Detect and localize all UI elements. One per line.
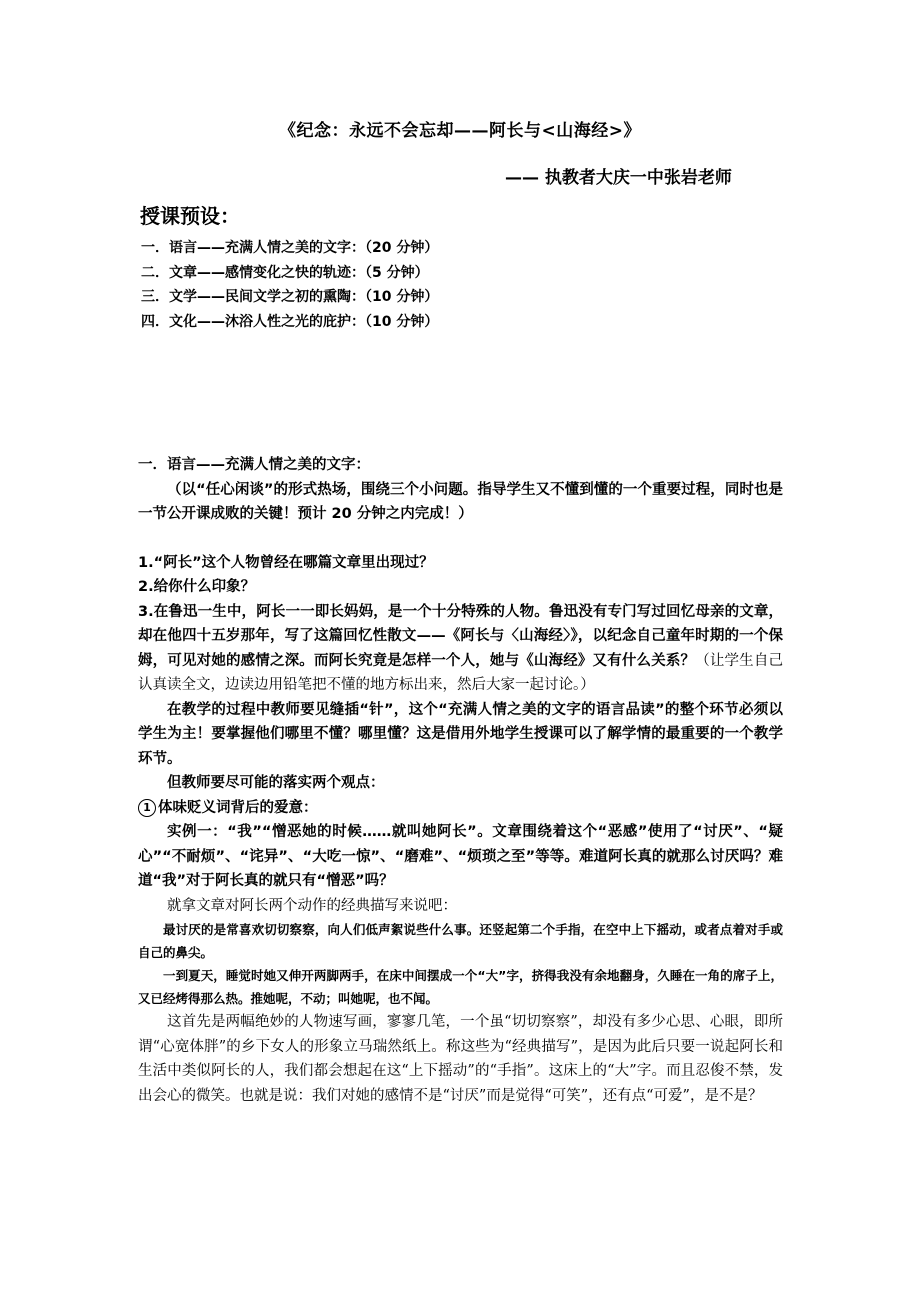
point-1-text: 体味贬义词背后的爱意：: [158, 799, 318, 816]
lead-sentence: 就拿文章对阿长两个动作的经典描写来说吧：: [167, 897, 457, 914]
example-1: 实例一：“我”“憎恶她的时候……就叫她阿长”。文章围绕着这个“恶感”使用了“讨厌”、“疑心”“不耐烦”、“诧异”、“大吃一惊”、“磨难”、“烦琐之至”等等。难道阿长真的就那么讨厌吗？难道“我”对于阿长真的就只有“憎恶”吗？: [138, 824, 783, 889]
preset-heading: 授课预设：: [140, 204, 240, 228]
question-3-text: 3.在鲁迅一生中，阿长一一即长妈妈，是一个十分特殊的人物。鲁迅没有专门写过回忆母亲的文章，却在他四十五岁那年，写了这篇回忆性散文——《阿长与〈山海经〉》，以纪念自己童年时期的一个保姆，可见对她的感情之深。而阿长究竟是怎样一个人，她与《山海经》又有什么关系？: [138, 603, 783, 669]
outline-item: 三．文学——民间文学之初的熏陶：（10 分钟）: [141, 289, 439, 305]
question-1: 1.“阿长”这个人物曾经在哪篇文章里出现过？: [138, 554, 434, 571]
quote-2: 一到夏天，睡觉时她又伸开两脚两手，在床中间摆成一个“大”字，挤得我没有余地翻身，久睡在一角的席子上，又已经烤得那么热。推她呢，不动；叫她呢，也不闻。: [138, 968, 783, 1006]
quote-1: 最讨厌的是常喜欢切切察察，向人们低声絮说些什么事。还竖起第二个手指，在空中上下摇动，或者点着对手或自己的鼻尖。: [138, 922, 783, 960]
question-3-note: （让学生自己认真读全文，边读边用铅笔把不懂的地方标出来，然后大家一起讨论。）: [138, 652, 784, 693]
question-2: 2.给你什么印象？: [138, 579, 256, 595]
question-3: [138, 600, 783, 698]
analysis-paragraph: 这首先是两幅绝妙的人物速写画，寥寥几笔，一个虽“切切察察”，却没有多少心思、心眼，即所谓“心宽体胖”的乡下女人的形象立马瑞然纸上。称这些为“经典描写”，是因为此后只要一说起阿长和生活中类似阿长的人，我们都会想起在这“上下摇动”的“手指”。这床上的“大”字。而且忍俊不禁，发出会心的微笑。也就是说：我们对她的感情不是“讨厌”而是觉得“可笑”，还有点“可爱”，是不是？: [138, 1014, 783, 1104]
outline-item: 二．文章——感情变化之快的轨迹：（5 分钟）: [141, 264, 429, 281]
author-byline: —— 执教者大庆一中张岩老师: [505, 168, 732, 188]
intro-paragraph: （以“任心闲谈”的形式热场，围绕三个小问题。指导学生又不懂到懂的一个重要过程，同时也是一节公开课成败的关键！预计 20 分钟之内完成！）: [138, 481, 783, 522]
circled-number: 1: [138, 799, 156, 817]
section-heading: 一．语言——充满人情之美的文字：: [138, 457, 370, 473]
section-one-body: [138, 453, 783, 1108]
outline-item: 四．文化——沐浴人性之光的庇护：（10 分钟）: [141, 313, 439, 330]
point-1: [138, 796, 783, 821]
outline-item: 一．语言——充满人情之美的文字：（20 分钟）: [141, 240, 439, 256]
document-title: 《纪念：永远不会忘却——阿长与<山海经>》: [279, 121, 641, 141]
spacer: [138, 527, 783, 551]
points-intro: 但教师要尽可能的落实两个观点：: [167, 775, 385, 791]
teaching-paragraph: 在教学的过程中教师要见缝插“针”，这个“充满人情之美的文字的语言品读”的整个环节必须以学生为主！要掌握他们哪里不懂？哪里懂？这是借用外地学生授课可以了解学情的最重要的一个教学环节。: [138, 701, 783, 767]
preset-outline-list: [141, 236, 438, 334]
